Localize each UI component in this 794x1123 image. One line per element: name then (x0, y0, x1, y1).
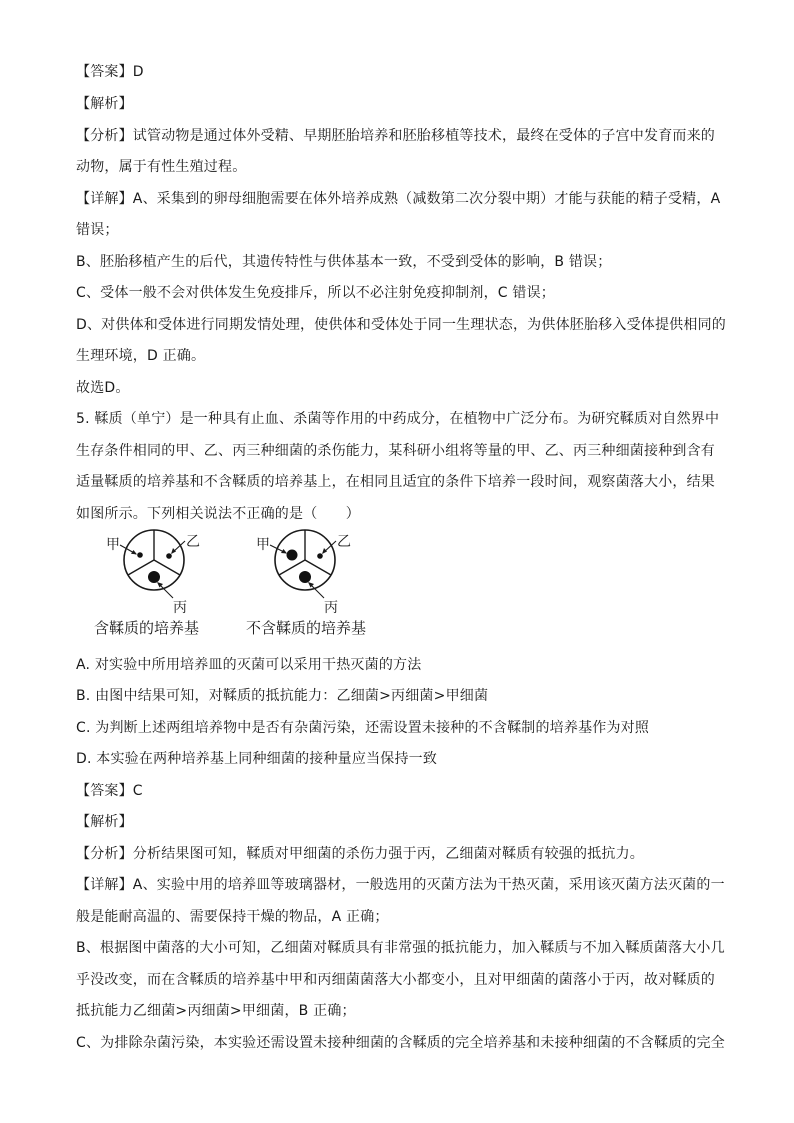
option-a: A. 对实验中所用培养皿的灭菌可以采用干热灭菌的方法 (76, 657, 422, 673)
label-yi: 乙 (186, 534, 200, 550)
question-stem: 如图所示。下列相关说法不正确的是（ ） (76, 506, 360, 522)
label-jia: 甲 (256, 537, 270, 553)
detail-text: B、根据图中菌落的大小可知，乙细菌对鞣质具有非常强的抵抗能力，加入鞣质与不加入鞣质菌落大小几 (76, 940, 725, 956)
colony-yi (166, 553, 172, 559)
dish-caption: 含鞣质的培养基 (94, 619, 200, 637)
label-yi: 乙 (337, 534, 351, 550)
detail-text: D、对供体和受体进行同期发情处理，使供体和受体处于同一生理状态，为供体胚胎移入受体提供相同的 (76, 317, 726, 333)
option-b: B. 由图中结果可知，对鞣质的抵抗能力：乙细菌>丙细菌>甲细菌 (76, 688, 489, 704)
analysis-heading-2: 【解析】 (76, 814, 133, 830)
detail-text: B、胚胎移植产生的后代，其遗传特性与供体基本一致，不受到受体的影响，B 错误； (76, 254, 612, 270)
question-stem: 5. 鞣质（单宁）是一种具有止血、杀菌等作用的中药成分，在植物中广泛分布。为研究鞣质对自然界中 (76, 411, 720, 427)
detail-text: C、受体一般不会对供体发生免疫排斥，所以不必注射免疫抑制剂，C 错误； (76, 285, 555, 301)
answer-label-2: 【答案】C (76, 783, 143, 799)
detail-text: 【详解】A、实验中用的培养皿等玻璃器材，一般选用的灭菌方法为干热灭菌，采用该灭菌方法灭菌的一 (76, 877, 725, 893)
colony-bing (299, 571, 311, 583)
colony-bing (148, 571, 160, 583)
answer-label-1: 【答案】D (76, 64, 144, 80)
petri-dish-figure (84, 528, 404, 646)
label-bing: 丙 (173, 600, 187, 616)
dish-without-tannin (246, 530, 366, 637)
detail-text: 生理环境，D 正确。 (76, 348, 206, 364)
detail-text: 抵抗能力乙细菌>丙细菌>甲细菌，B 正确； (76, 1003, 356, 1019)
detail-text: 错误； (76, 222, 119, 238)
colony-jia (287, 550, 298, 561)
label-jia: 甲 (106, 537, 120, 553)
question-stem: 生存条件相同的甲、乙、丙三种细菌的杀伤能力，某科研小组将等量的甲、乙、丙三种细菌接种到含有 (76, 443, 715, 459)
analysis-heading-1: 【解析】 (76, 96, 133, 112)
question-stem: 适量鞣质的培养基和不含鞣质的培养基上，在相同且适宜的条件下培养一段时间，观察菌落大小，结果 (76, 474, 715, 490)
dish-with-tannin (94, 530, 200, 637)
option-c: C. 为判断上述两组培养物中是否有杂菌污染，还需设置未接种的不含鞣制的培养基作为对照 (76, 720, 650, 736)
option-d: D. 本实验在两种培养基上同种细菌的接种量应当保持一致 (76, 751, 438, 767)
analysis-text: 【分析】试管动物是通过体外受精、早期胚胎培养和胚胎移植等技术，最终在受体的子宫中发育而来的 (76, 128, 715, 144)
petri-dish-diagram (84, 528, 404, 646)
dish-caption: 不含鞣质的培养基 (246, 619, 367, 637)
analysis-text: 动物，属于有性生殖过程。 (76, 159, 247, 175)
colony-jia (137, 552, 143, 558)
detail-text: 般是能耐高温的、需要保持干燥的物品，A 正确； (76, 909, 389, 925)
conclusion-text: 故选D。 (76, 380, 130, 396)
detail-text: 【详解】A、采集到的卵母细胞需要在体外培养成熟（减数第二次分裂中期）才能与获能的精子受精，A (76, 191, 721, 207)
label-bing: 丙 (324, 600, 338, 616)
analysis-text: 【分析】分析结果图可知，鞣质对甲细菌的杀伤力强于丙，乙细菌对鞣质有较强的抵抗力。 (76, 846, 644, 862)
colony-yi (317, 553, 323, 559)
detail-text: 乎没改变，而在含鞣质的培养基中甲和丙细菌菌落大小都变小，且对甲细菌的菌落小于丙，故对鞣质的 (76, 972, 715, 988)
detail-text: C、为排除杂菌污染，本实验还需设置未接种细菌的含鞣质的完全培养基和未接种细菌的不含鞣质的完全 (76, 1035, 725, 1051)
